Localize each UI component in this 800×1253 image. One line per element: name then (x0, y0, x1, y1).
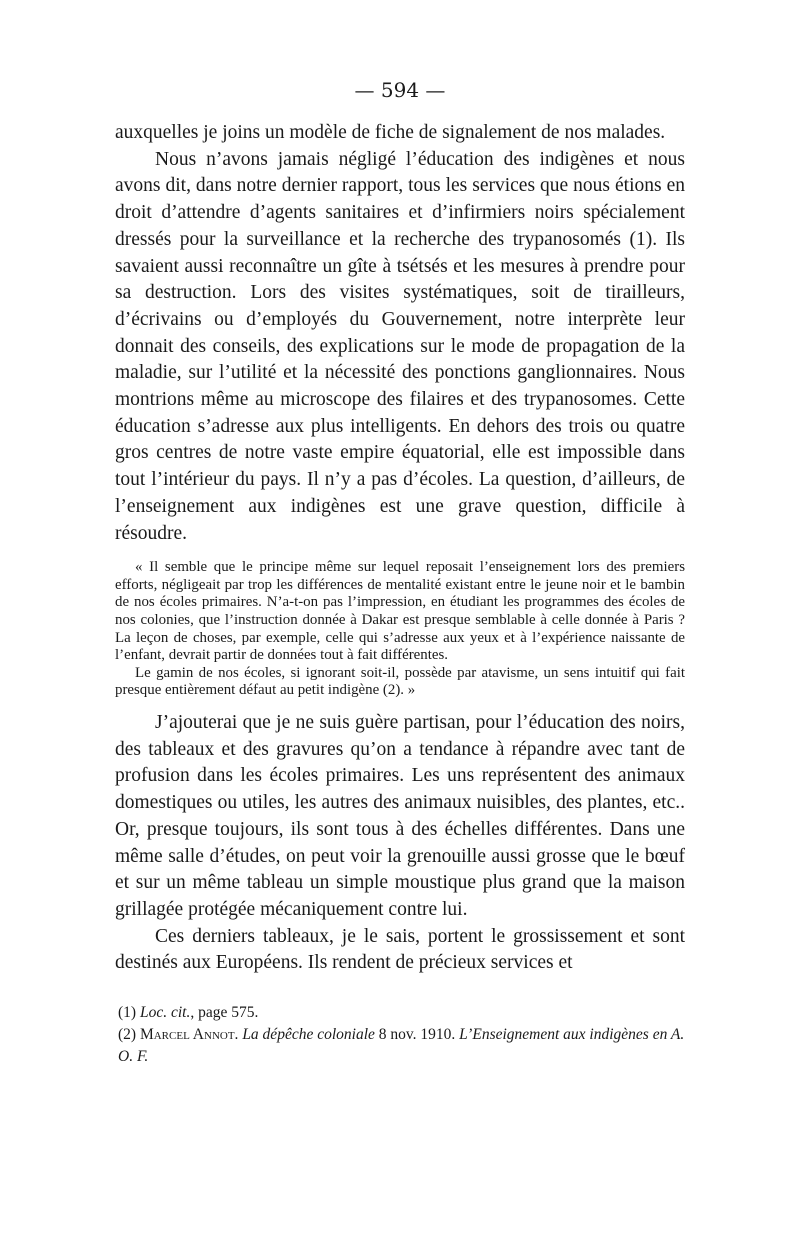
footnote-1 (118, 1002, 688, 1024)
footnote-work-title: L’Enseignement aux indigènes en A. O. F. (118, 1026, 685, 1065)
paragraph: Nous n’avons jamais négligé l’éducation des indigènes et nous avons dit, dans notre dernier rapport, tous les services que nous étions en droit d’attendre d’agents sanitaires et d’infirmiers noirs spécialement dressés pour la surveillance et la recherche des trypanosomés (1). Ils savaient aussi reconnaître un gîte à tsétsés et les mesures à prendre pour sa destruction. Lors des visites systématiques, soit de tirailleurs, d’écrivains ou d’employés du Gouvernement, notre interprète leur donnait des conseils, des explications sur le mode de propagation de la maladie, sur l’utilité et la nécessité des ponctions ganglionnaires. Nous montrions même au microscope des filaires et des trypanosomes. Cette éducation s’adresse aux plus intelligents. En dehors des trois ou quatre gros centres de notre vaste empire équatorial, elle est impossible dans tout l’intérieur du pays. Il n’y a pas d’écoles. La question, d’ailleurs, de l’enseignement aux indigènes est une grave question, difficile à résoudre. (115, 148, 685, 544)
main-text (115, 120, 685, 977)
footnote-source: La dépêche coloniale (242, 1026, 375, 1043)
footnote-marker: (2) (118, 1026, 137, 1043)
footnote-citation: Loc. cit. (139, 1004, 191, 1021)
quote-paragraph: Le gamin de nos écoles, si ignorant soit-il, possède par atavisme, un sens intuitif qui fait presque entièrement défaut au petit indigène (2). » (115, 664, 685, 699)
footnote-2 (118, 1024, 688, 1068)
page-number: — 594 — (354, 78, 446, 102)
footnotes (118, 1002, 688, 1068)
footnote-text: , page 575. (190, 1004, 259, 1021)
quote-paragraph: « Il semble que le principe même sur lequel reposait l’enseignement lors des premiers efforts, négligeait par trop les différences de mentalité existant entre le jeune noir et le bambin de nos écoles primaires. N’a-t-on pas l’impression, en étudiant les programmes des écoles de nos colonies, que l’instruction donnée à Dakar est presque semblable à celle donnée à Paris ? La leçon de choses, par exemple, celle qui s’adresse aux yeux et à l’expérience naissante de l’enfant, devrait partir de données tout à fait différentes. (115, 559, 685, 664)
footnote-date: 8 nov. 1910. (374, 1026, 460, 1043)
footnote-marker: (1) (118, 1004, 137, 1021)
paragraph-continuation: auxquelles je joins un modèle de fiche de signalement de nos malades. (115, 122, 666, 143)
footnote-author: Marcel Annot. (139, 1026, 239, 1043)
paragraph: J’ajouterai que je ne suis guère partisan, pour l’éducation des noirs, des tableaux et des gravures qu’on a tendance à répandre avec tant de profusion dans les écoles primaires. Les uns représentent des animaux domestiques ou utiles, les autres des animaux nuisibles, des plantes, etc.. Or, presque toujours, ils sont tous à des échelles différentes. Dans une même salle d’études, on peut voir la grenouille aussi grosse que le bœuf et sur un même tableau un simple moustique plus grand que la maison grillagée protégée mécaniquement contre lui. (115, 712, 685, 920)
paragraph: Ces derniers tableaux, je le sais, portent le grossissement et sont destinés aux Européens. Ils rendent de précieux services et (115, 925, 685, 974)
block-quote (115, 559, 685, 700)
